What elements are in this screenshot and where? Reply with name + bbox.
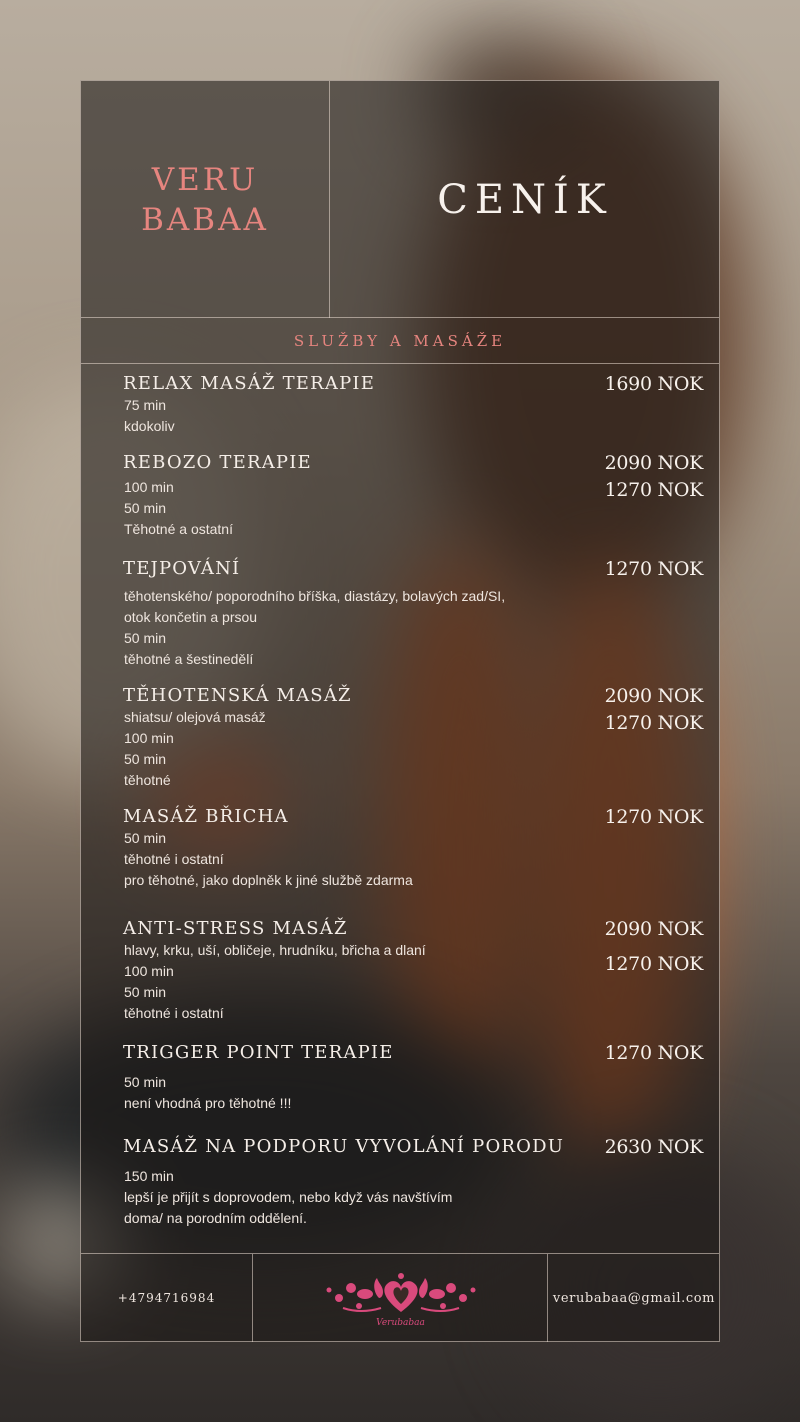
service-detail: hlavy, krku, uší, obličeje, hrudníku, břicha a dlaní [124,942,426,958]
service-item-tejpovani [123,558,703,670]
service-detail: 50 min [124,751,167,767]
service-detail: 50 min [124,984,167,1000]
service-name: ANTI-STRESS MASÁŽ [123,918,348,939]
service-name: MASÁŽ BŘICHA [123,806,289,827]
footer [81,1253,719,1341]
logo-signature: Verubabaa [376,1318,425,1328]
phone-number[interactable]: +4794716984 [81,1254,253,1342]
title-box [331,81,719,318]
price: 2630 NOK [604,1136,703,1158]
price: 1270 NOK [604,479,703,501]
footer-logo [254,1254,548,1342]
service-prices [605,450,703,504]
service-detail: Těhotné a ostatní [124,521,233,537]
service-name: TRIGGER POINT TERAPIE [123,1042,394,1063]
price: 2090 NOK [604,452,703,474]
service-item-tehotenska [123,685,703,791]
service-prices [605,683,703,737]
service-name: REBOZO TERAPIE [123,452,312,473]
service-detail: otok končetin a prsou [124,609,258,625]
service-detail: těhotenského/ poporodního bříška, diastázy, bolavých zad/SI, [124,588,506,604]
service-name: RELAX MASÁŽ TERAPIE [123,373,376,394]
service-detail: 50 min [124,500,167,516]
service-detail: 50 min [124,1074,167,1090]
section-title: SLUŽBY A MASÁŽE [293,331,507,350]
service-item-anti-stress [123,918,703,1024]
price: 1270 NOK [604,558,703,580]
service-prices [605,1040,703,1067]
service-detail: 100 min [124,479,174,495]
service-detail: lepší je přijít s doprovodem, nebo když vás navštívím [124,1189,453,1205]
service-item-relax [123,373,703,437]
service-detail: 150 min [124,1168,174,1184]
service-detail: 75 min [124,397,167,413]
service-item-vyvolani-porodu [123,1136,703,1229]
service-item-bricha [123,806,703,891]
service-detail: 50 min [124,630,167,646]
service-detail: doma/ na porodním oddělení. [124,1210,307,1226]
service-name: TEJPOVÁNÍ [123,558,241,579]
service-prices [605,916,703,978]
service-detail: těhotné a šestinedělí [124,651,254,667]
folk-ornament-logo-icon [321,1268,481,1320]
service-item-rebozo [123,452,703,540]
brand-box [81,81,330,318]
service-prices [605,371,703,398]
service-detail: shiatsu/ olejová masáž [124,709,266,725]
price: 1270 NOK [604,1042,703,1064]
service-name: TĚHOTENSKÁ MASÁŽ [123,685,352,706]
service-detail: kdokoliv [124,418,175,434]
service-prices [605,804,703,831]
price: 1690 NOK [604,373,703,395]
price: 2090 NOK [604,685,703,707]
service-detail: těhotné i ostatní [124,851,224,867]
service-detail: 50 min [124,830,167,846]
header [81,81,719,318]
service-detail: těhotné [124,772,171,788]
price: 1270 NOK [604,806,703,828]
service-prices [605,1134,703,1161]
price: 2090 NOK [604,918,703,940]
brand-name-line2: BABAA [141,201,269,238]
service-detail: není vhodná pro těhotné !!! [124,1095,292,1111]
service-detail: 100 min [124,963,174,979]
page-title: CENÍK [437,176,613,223]
service-detail: pro těhotné, jako doplněk k jiné službě zdarma [124,872,413,888]
service-item-trigger-point [123,1042,703,1114]
price: 1270 NOK [604,953,703,975]
brand-name-line1: VERU [151,161,259,198]
service-detail: těhotné i ostatní [124,1005,224,1021]
service-prices [605,556,703,583]
section-header [81,318,719,364]
service-detail: 100 min [124,730,174,746]
service-name: MASÁŽ NA PODPORU VYVOLÁNÍ PORODU [123,1136,565,1157]
email-address[interactable]: verubabaa@gmail.com [552,1290,716,1306]
price: 1270 NOK [604,712,703,734]
price-list-card [80,80,720,1342]
